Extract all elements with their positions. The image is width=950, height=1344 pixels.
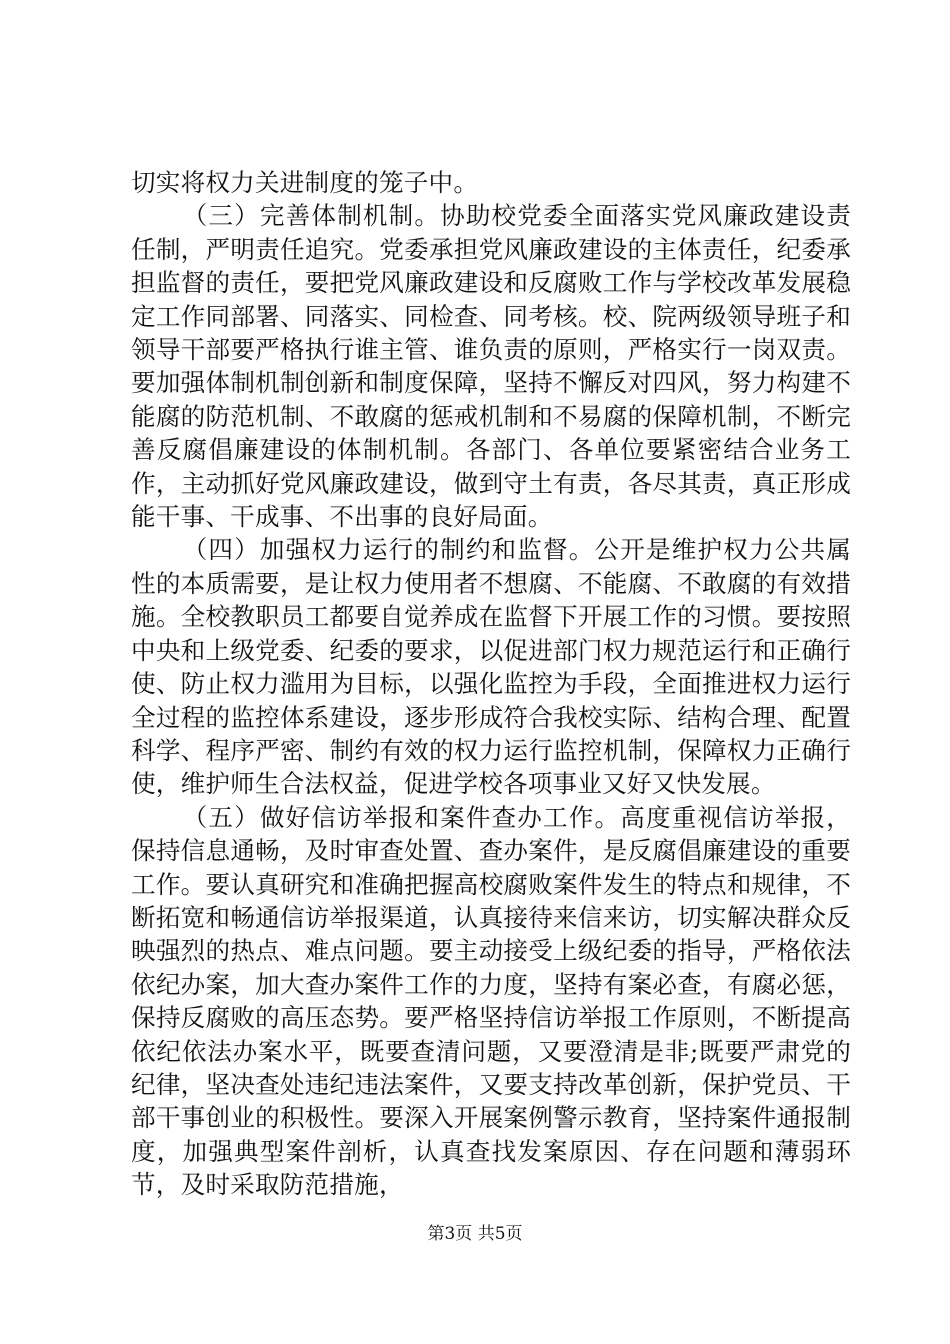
paragraph-section-3: （三）完善体制机制。协助校党委全面落实党风廉政建设责任制，严明责任追究。党委承担党风廉政建设的主体责任，纪委承担监督的责任，要把党风廉政建设和反腐败工作与学校改革发展稳定工作同部署、同落实、同检查、同考核。校、院两级领导班子和领导干部要严格执行谁主管、谁负责的原则，严格实行一岗双责。要加强体制机制创新和制度保障，坚持不懈反对四风，努力构建不能腐的防范机制、不敢腐的惩戒机制和不易腐的保障机制，不断完善反腐倡廉建设的体制机制。各部门、各单位要紧密结合业务工作，主动抓好党风廉政建设，做到守土有责，各尽其责，真正形成能干事、干成事、不出事的良好局面。 — [131, 201, 851, 532]
paragraph-section-5: （五）做好信访举报和案件查办工作。高度重视信访举报，保持信息通畅，及时审查处置、查办案件，是反腐倡廉建设的重要工作。要认真研究和准确把握高校腐败案件发生的特点和规律，不断拓宽和畅通信访举报渠道，认真接待来信来访，切实解决群众反映强烈的热点、难点问题。要主动接受上级纪委的指导，严格依法依纪办案，加大查办案件工作的力度，坚持有案必查，有腐必惩，保持反腐败的高压态势。要严格坚持信访举报工作原则，不断提高依纪依法办案水平，既要查清问题，又要澄清是非;既要严肃党的纪律，坚决查处违纪违法案件，又要支持改革创新，保护党员、干部干事创业的积极性。要深入开展案例警示教育，坚持案件通报制度，加强典型案件剖析，认真查找发案原因、存在问题和薄弱环节，及时采取防范措施， — [131, 802, 851, 1200]
paragraph-section-4: （四）加强权力运行的制约和监督。公开是维护权力公共属性的本质需要，是让权力使用者不想腐、不能腐、不敢腐的有效措施。全校教职员工都要自觉养成在监督下开展工作的习惯。要按照中央和上级党委、纪委的要求，以促进部门权力规范运行和正确行使、防止权力滥用为目标，以强化监控为手段，全面推进权力运行全过程的监控体系建设，逐步形成符合我校实际、结构合理、配置科学、程序严密、制约有效的权力运行监控机制，保障权力正确行使，维护师生合法权益，促进学校各项事业又好又快发展。 — [131, 535, 851, 799]
page-number-footer: 第3页 共5页 — [427, 1224, 523, 1244]
document-body — [131, 166, 851, 1202]
paragraph-continuation: 切实将权力关进制度的笼子中。 — [131, 168, 479, 197]
